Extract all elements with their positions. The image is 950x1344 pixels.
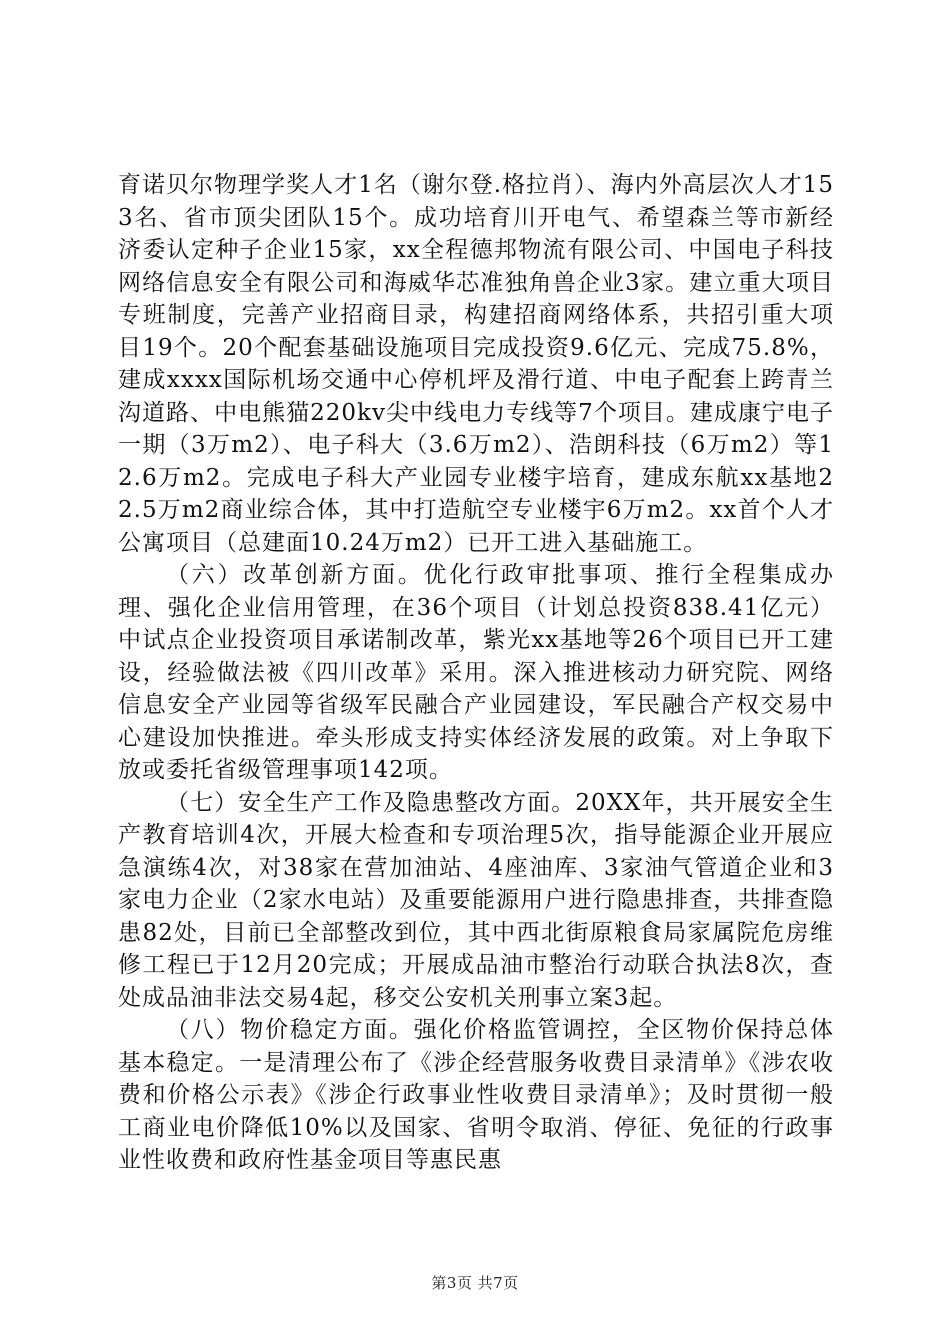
document-body xyxy=(118,169,834,1177)
paragraph-reform-innovation: （六）改革创新方面。优化行政审批事项、推行全程集成办理、强化企业信用管理，在36个项目（计划总投资838.41亿元）中试点企业投资项目承诺制改革，紫光xx基地等26个项目已开工建设，经验做法被《四川改革》采用。深入推进核动力研究院、网络信息安全产业园等省级军民融合产业园建设，军民融合产权交易中心建设加快推进。牵头形成支持实体经济发展的政策。对上争取下放或委托省级管理事项142项。 xyxy=(118,562,834,783)
page-number-footer: 第3页 共7页 xyxy=(431,1274,519,1292)
paragraph-price-stability: （八）物价稳定方面。强化价格监管调控，全区物价保持总体基本稳定。一是清理公布了《涉企经营服务收费目录清单》《涉农收费和价格公示表》《涉企行政事业性收费目录清单》；及时贯彻一般工商业电价降低10%以及国家、省明令取消、停征、免征的行政事业性收费和政府性基金项目等惠民惠 xyxy=(118,1017,834,1173)
paragraph-safety-production: （七）安全生产工作及隐患整改方面。20XX年，共开展安全生产教育培训4次，开展大检查和专项治理5次，指导能源企业开展应急演练4次，对38家在营加油站、4座油库、3家油气管道企业和3家电力企业（2家水电站）及重要能源用户进行隐患排查，共排查隐患82处，目前已全部整改到位，其中西北街原粮食局家属院危房维修工程已于12月20完成；开展成品油市整治行动联合执法8次，查处成品油非法交易4起，移交公安机关刑事立案3起。 xyxy=(118,789,834,1011)
paragraph-talent-projects: 育诺贝尔物理学奖人才1名（谢尔登.格拉肖）、海内外高层次人才153名、省市顶尖团队15个。成功培育川开电气、希望森兰等市新经济委认定种子企业15家，xx全程德邦物流有限公司、中国电子科技网络信息安全有限公司和海威华芯准独角兽企业3家。建立重大项目专班制度，完善产业招商目录，构建招商网络体系，共招引重大项目19个。20个配套基础设施项目完成投资9.6亿元、完成75.8%，建成xxxx国际机场交通中心停机坪及滑行道、中电子配套上跨青兰沟道路、中电熊猫220kv尖中线电力专线等7个项目。建成康宁电子一期（3万m2）、电子科大（3.6万m2）、浩朗科技（6万m2）等12.6万m2。完成电子科大产业园专业楼宇培育，建成东航xx基地22.5万m2商业综合体，其中打造航空专业楼宇6万m2。xx首个人才公寓项目（总建面10.24万m2）已开工进入基础施工。 xyxy=(118,172,834,556)
